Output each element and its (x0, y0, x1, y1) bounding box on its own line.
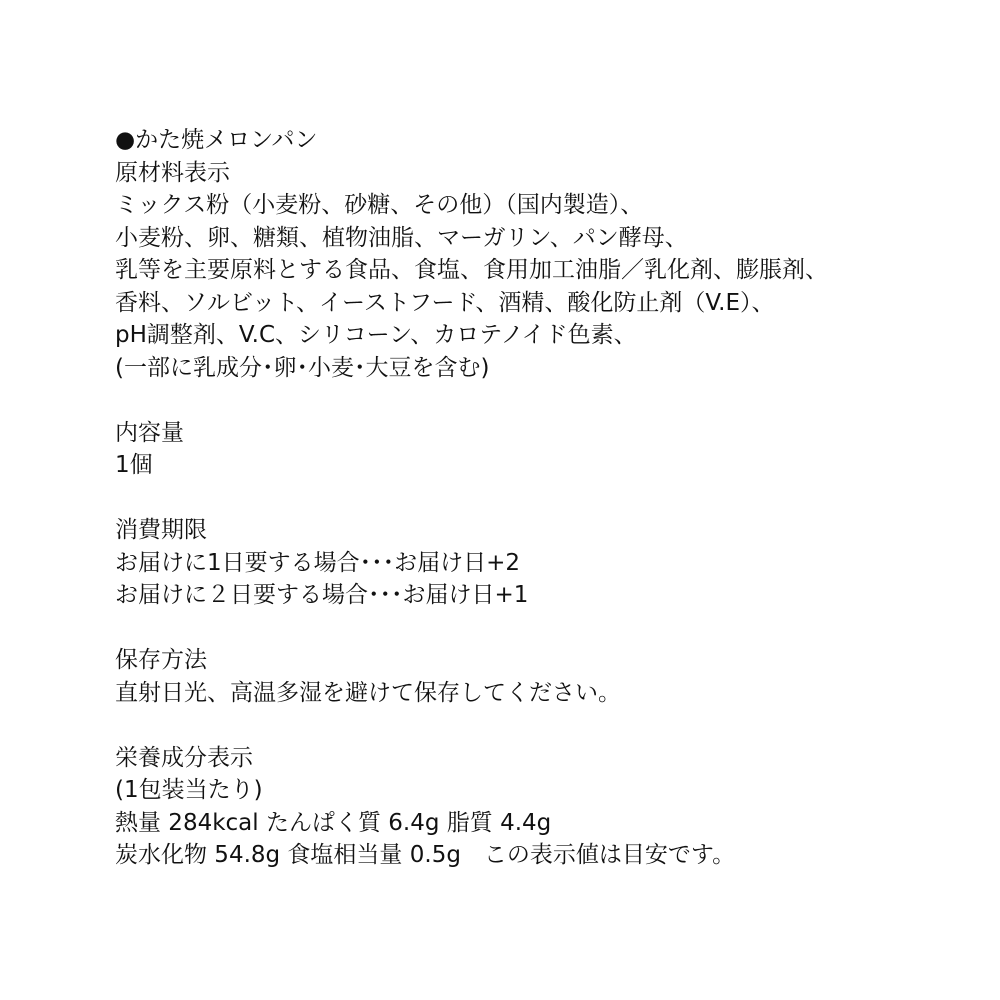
product-title: ●かた焼メロンパン (115, 127, 318, 153)
storage-heading: 保存方法 (115, 647, 207, 673)
nutrition-basis: (1包装当たり) (115, 777, 263, 803)
section-spacer (115, 709, 985, 742)
food-label-document (115, 124, 985, 872)
storage-text: 直射日光、高温多湿を避けて保存してください。 (115, 679, 621, 706)
nutrition-line: 熱量 284kcal たんぱく質 6.4g 脂質 4.4g (115, 809, 552, 836)
ingredients-line: ミックス粉（小麦粉、砂糖、その他）（国内製造）、 (115, 192, 644, 218)
nutrition-line: 炭水化物 54.8g 食塩相当量 0.5g この表示値は目安です。 (115, 842, 736, 868)
contents-heading: 内容量 (115, 419, 184, 446)
expiry-heading: 消費期限 (115, 517, 207, 543)
ingredients-line: 小麦粉、卵、糖類、植物油脂、マーガリン、パン酵母、 (115, 224, 688, 251)
ingredients-line: pH調整剤、V.C、シリコーン、カロテノイド色素、 (115, 322, 637, 348)
ingredients-line: 香料、ソルビット、イーストフード、酒精、酸化防止剤（V.E）、 (115, 289, 775, 316)
section-spacer (115, 384, 985, 417)
nutrition-heading: 栄養成分表示 (115, 744, 253, 771)
allergen-line: (一部に乳成分･卵･小麦･大豆を含む) (115, 354, 490, 381)
section-spacer (115, 482, 985, 515)
expiry-line: お届けに1日要する場合･･･お届け日+2 (115, 549, 521, 576)
section-spacer (115, 612, 985, 645)
ingredients-heading: 原材料表示 (115, 159, 230, 186)
expiry-line: お届けに２日要する場合･･･お届け日+1 (115, 582, 529, 608)
ingredients-line: 乳等を主要原料とする食品、食塩、食用加工油脂／乳化剤、膨脹剤、 (115, 257, 828, 283)
contents-value: 1個 (115, 452, 153, 478)
